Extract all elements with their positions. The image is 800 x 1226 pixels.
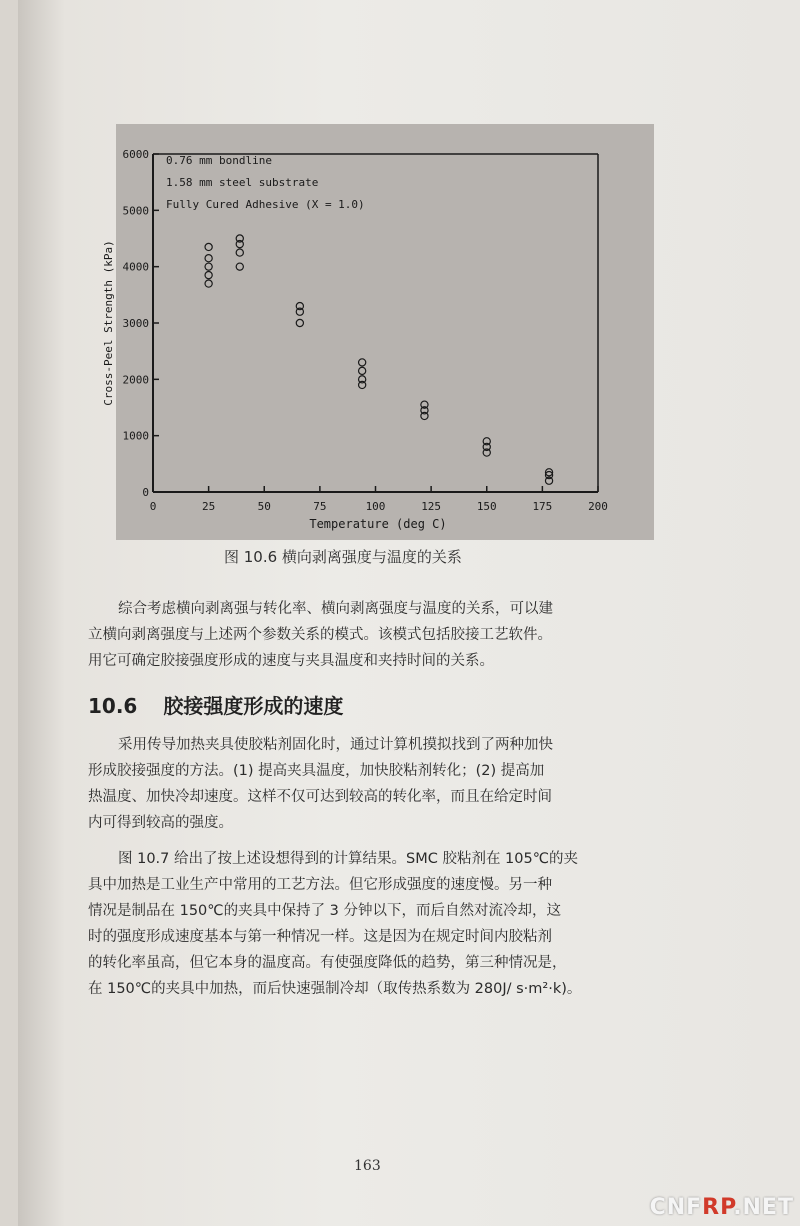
paragraph-line: 立横向剥离强度与上述两个参数关系的模式。该模式包括胶接工艺软件。 [88, 627, 552, 643]
paragraph-3 [88, 846, 658, 1002]
y-tick-label: 6000 [122, 148, 149, 161]
section-title: 胶接强度形成的速度 [163, 694, 344, 718]
paragraph-line: 情况是制品在 150℃的夹具中保持了 3 分钟以下，而后自然对流冷却，这 [88, 903, 562, 919]
paragraph-line: 内可得到较高的强度。 [88, 815, 233, 831]
x-tick-label: 0 [149, 500, 157, 513]
paragraph-line: 热温度、加快冷却速度。这样不仅可达到较高的转化率，而且在给定时间 [88, 789, 552, 805]
paragraph-2 [88, 732, 658, 836]
watermark-part: .NET [733, 1195, 794, 1220]
paragraph-line: 综合考虑横向剥离强与转化率、横向剥离强度与温度的关系，可以建 [118, 601, 553, 617]
y-tick-label: 3000 [122, 317, 149, 330]
annotation-cure-state: Fully Cured Adhesive (X = 1.0) [166, 198, 365, 211]
x-tick-label: 125 [421, 500, 442, 513]
paragraph-line: 在 150℃的夹具中加热，而后快速强制冷却（取传热系数为 280J/ s·m²·k)。 [88, 981, 582, 997]
x-tick-label: 150 [476, 500, 497, 513]
cross-peel-strength-chart [102, 124, 654, 540]
y-tick-label: 2000 [122, 373, 149, 387]
x-tick-label: 50 [257, 500, 271, 513]
y-tick-label: 4000 [122, 260, 149, 274]
section-heading [88, 690, 343, 719]
watermark-part: RP [702, 1195, 734, 1220]
x-tick-label: 175 [532, 500, 553, 513]
y-tick-label: 0 [142, 486, 149, 499]
x-tick-label: 25 [202, 500, 216, 513]
x-axis-label: Temperature (deg C) [309, 517, 447, 531]
x-tick-label: 100 [365, 500, 386, 513]
y-tick-label: 5000 [122, 204, 149, 218]
figure-caption: 图 10.6 横向剥离强度与温度的关系 [224, 548, 462, 566]
paragraph-line: 具中加热是工业生产中常用的工艺方法。但它形成强度的速度慢。另一种 [88, 877, 552, 893]
page-number: 163 [354, 1158, 381, 1174]
x-tick-label: 200 [588, 500, 608, 513]
book-page [18, 0, 800, 1226]
paragraph-line: 的转化率虽高，但它本身的温度高。有使强度降低的趋势，第三种情况是， [88, 955, 567, 971]
paragraph-line: 形成胶接强度的方法。(1) 提高夹具温度，加快胶粘剂转化；(2) 提高加 [88, 763, 545, 779]
x-tick-label: 75 [313, 500, 327, 513]
y-tick-label: 1000 [122, 429, 149, 443]
paragraph-line: 图 10.7 给出了按上述设想得到的计算结果。SMC 胶粘剂在 105℃的夹 [118, 851, 579, 867]
annotation-bondline: 0.76 mm bondline [166, 154, 272, 167]
watermark-part: CNF [649, 1195, 703, 1220]
section-number: 10.6 [88, 694, 138, 718]
paragraph-line: 采用传导加热夹具使胶粘剂固化时，通过计算机摸拟找到了两种加快 [118, 737, 553, 753]
paragraph-1 [88, 596, 658, 674]
site-watermark [650, 1195, 794, 1220]
figure-10-6 [102, 124, 654, 540]
paragraph-line: 时的强度形成速度基本与第一种情况一样。这是因为在规定时间内胶粘剂 [88, 929, 552, 945]
y-axis-label: Cross-Peel Strength (kPa) [102, 240, 115, 406]
paragraph-line: 用它可确定胶接强度形成的速度与夹具温度和夹持时间的关系。 [88, 653, 494, 669]
annotation-substrate: 1.58 mm steel substrate [166, 176, 319, 189]
